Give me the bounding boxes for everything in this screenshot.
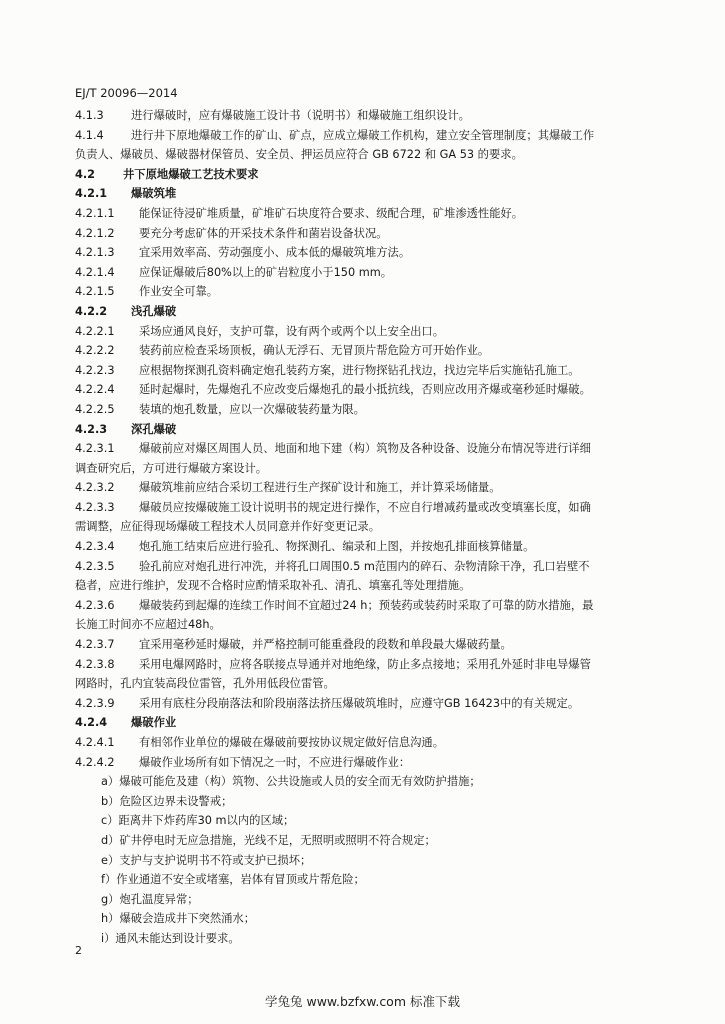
list-item-g: g）炮孔温度异常；: [101, 892, 199, 906]
clause-4-2-3-3-continued: 需调整，应征得现场爆破工程技术人员同意并作好变更记录。: [75, 520, 381, 534]
clause-4-2-1-3: 4.2.1.3 宜采用效率高、劳动强度小、成本低的爆破筑堆方法。: [75, 246, 411, 260]
clause-4-2-3-2: 4.2.3.2 爆破筑堆前应结合采切工程进行生产探矿设计和施工，并计算采场储量。: [75, 481, 501, 495]
clause-4-2-3-3: 4.2.3.3 爆破员应按爆破施工设计说明书的规定进行操作，不应自行增减药量或改变填塞长度，如确: [75, 500, 591, 514]
list-item-f: f）作业通道不安全或堵塞，岩体有冒顶或片帮危险；: [101, 873, 365, 887]
document-code: EJ/T 20096—2014: [75, 86, 178, 100]
clause-4-2-4-1: 4.2.4.1 有相邻作业单位的爆破在爆破前要按协议规定做好信息沟通。: [75, 736, 445, 749]
clause-4-2-1-2: 4.2.1.2 要充分考虑矿体的开采技术条件和菌岩设备状况。: [75, 226, 388, 240]
clause-4-2-3-9: 4.2.3.9 采用有底柱分段崩落法和阶段崩落法挤压爆破筑堆时，应遵守GB 16423中的有关规定。: [75, 696, 580, 710]
clause-4-1-4-continued: 负责人、爆破员、爆破器材保管员、安全员、押运员应符合 GB 6722 和 GA 53 的要求。: [75, 148, 523, 162]
document-body: [75, 106, 658, 949]
section-4-2-heading: 4.2 井下原地爆破工艺技术要求: [75, 167, 259, 181]
list-item-i: i）通风未能达到设计要求。: [101, 931, 240, 945]
list-item-e: e）支护与支护说明书不符或支护已损坏；: [101, 853, 312, 867]
section-4-2-1-heading: 4.2.1 爆破筑堆: [75, 187, 177, 201]
clause-4-2-1-4: 4.2.1.4 应保证爆破后80%以上的矿岩粒度小于150 mm。: [75, 265, 393, 279]
clause-4-2-3-5: 4.2.3.5 验孔前应对炮孔进行冲洗，并将孔口周围0.5 m范围内的碎石、杂物清除干净，孔口岩壁不: [75, 559, 590, 573]
clause-4-2-1-1: 4.2.1.1 能保证待浸矿堆质量，矿堆矿石块度符合要求、级配合理，矿堆渗透性能好。: [75, 206, 524, 220]
page-number: 2: [75, 944, 82, 957]
list-item-d: d）矿井停电时无应急措施，光线不足，无照明或照明不符合规定；: [101, 833, 436, 847]
clause-4-2-3-5-continued: 稳者，应进行维护，发现不合格时应酌情采取补孔、清孔、填塞孔等处理措施。: [75, 579, 471, 593]
list-item-b: b）危险区边界未设警戒；: [101, 794, 233, 808]
clause-4-2-3-4: 4.2.3.4 炮孔施工结束后应进行验孔、物探测孔、编录和上图，并按炮孔排面核算储量。: [75, 540, 535, 554]
section-4-2-2-heading: 4.2.2 浅孔爆破: [75, 304, 177, 318]
clause-4-2-1-5: 4.2.1.5 作业安全可靠。: [75, 285, 219, 299]
clause-4-2-3-8-continued: 网路时，孔内宜装高段位雷管，孔外用低段位雷管。: [75, 677, 335, 691]
clause-4-2-2-5: 4.2.2.5 装填的炮孔数量，应以一次爆破装药量为限。: [75, 402, 365, 416]
clause-4-2-3-6-continued: 长施工时间亦不应超过48h。: [75, 618, 221, 632]
list-item-c: c）距离井下炸药库30 m以内的区域；: [101, 814, 295, 828]
clause-4-2-3-1-continued: 调查研究后，方可进行爆破方案设计。: [75, 461, 268, 475]
clause-4-1-4: 4.1.4 进行井下原地爆破工作的矿山、矿点，应成立爆破工作机构，建立安全管理制度；其爆破工作: [75, 128, 595, 142]
clause-4-2-3-8: 4.2.3.8 采用电爆网路时，应将各联接点导通并对地绝缘，防止多点接地；采用孔外延时非电导爆管: [75, 657, 591, 671]
list-item-h: h）爆破会造成井下突然涌水；: [101, 912, 256, 926]
watermark-footer: 学兔兔 www.bzfxw.com 标准下载: [265, 994, 460, 1009]
clause-4-2-4-2: 4.2.4.2 爆破作业场所有如下情况之一时，不应进行爆破作业：: [75, 755, 411, 769]
list-item-a: a）爆破可能危及建（构）筑物、公共设施或人员的安全而无有效防护措施；: [101, 775, 481, 789]
clause-4-2-2-3: 4.2.2.3 应根据物探测孔资料确定炮孔装药方案，进行物探钻孔找边，找边完毕后实施钻孔施工。: [75, 363, 580, 377]
clause-4-2-3-6: 4.2.3.6 爆破装药到起爆的连续工作时间不宜超过24 h；预装药或装药时采取了可靠的防水措施，最: [75, 598, 594, 612]
clause-4-2-2-4: 4.2.2.4 延时起爆时，先爆炮孔不应改变后爆炮孔的最小抵抗线，否则应改用齐爆或毫秒延时爆破。: [75, 383, 591, 397]
section-4-2-4-heading: 4.2.4 爆破作业: [75, 716, 177, 730]
clause-4-2-3-7: 4.2.3.7 宜采用毫秒延时爆破，并严格控制可能重叠段的段数和单段最大爆破药量。: [75, 638, 512, 652]
clause-4-2-2-1: 4.2.2.1 采场应通风良好，支护可靠，设有两个或两个以上安全出口。: [75, 324, 445, 338]
clause-4-2-2-2: 4.2.2.2 装药前应检查采场顶板，确认无浮石、无冒顶片帮危险方可开始作业。: [75, 344, 490, 358]
clause-4-2-3-1: 4.2.3.1 爆破前应对爆区周围人员、地面和地下建（构）筑物及各种设备、设施分布情况等进行详细: [75, 442, 591, 456]
section-4-2-3-heading: 4.2.3 深孔爆破: [75, 422, 177, 436]
clause-4-1-3: 4.1.3 进行爆破时，应有爆破施工设计书（说明书）和爆破施工组织设计。: [75, 109, 470, 122]
